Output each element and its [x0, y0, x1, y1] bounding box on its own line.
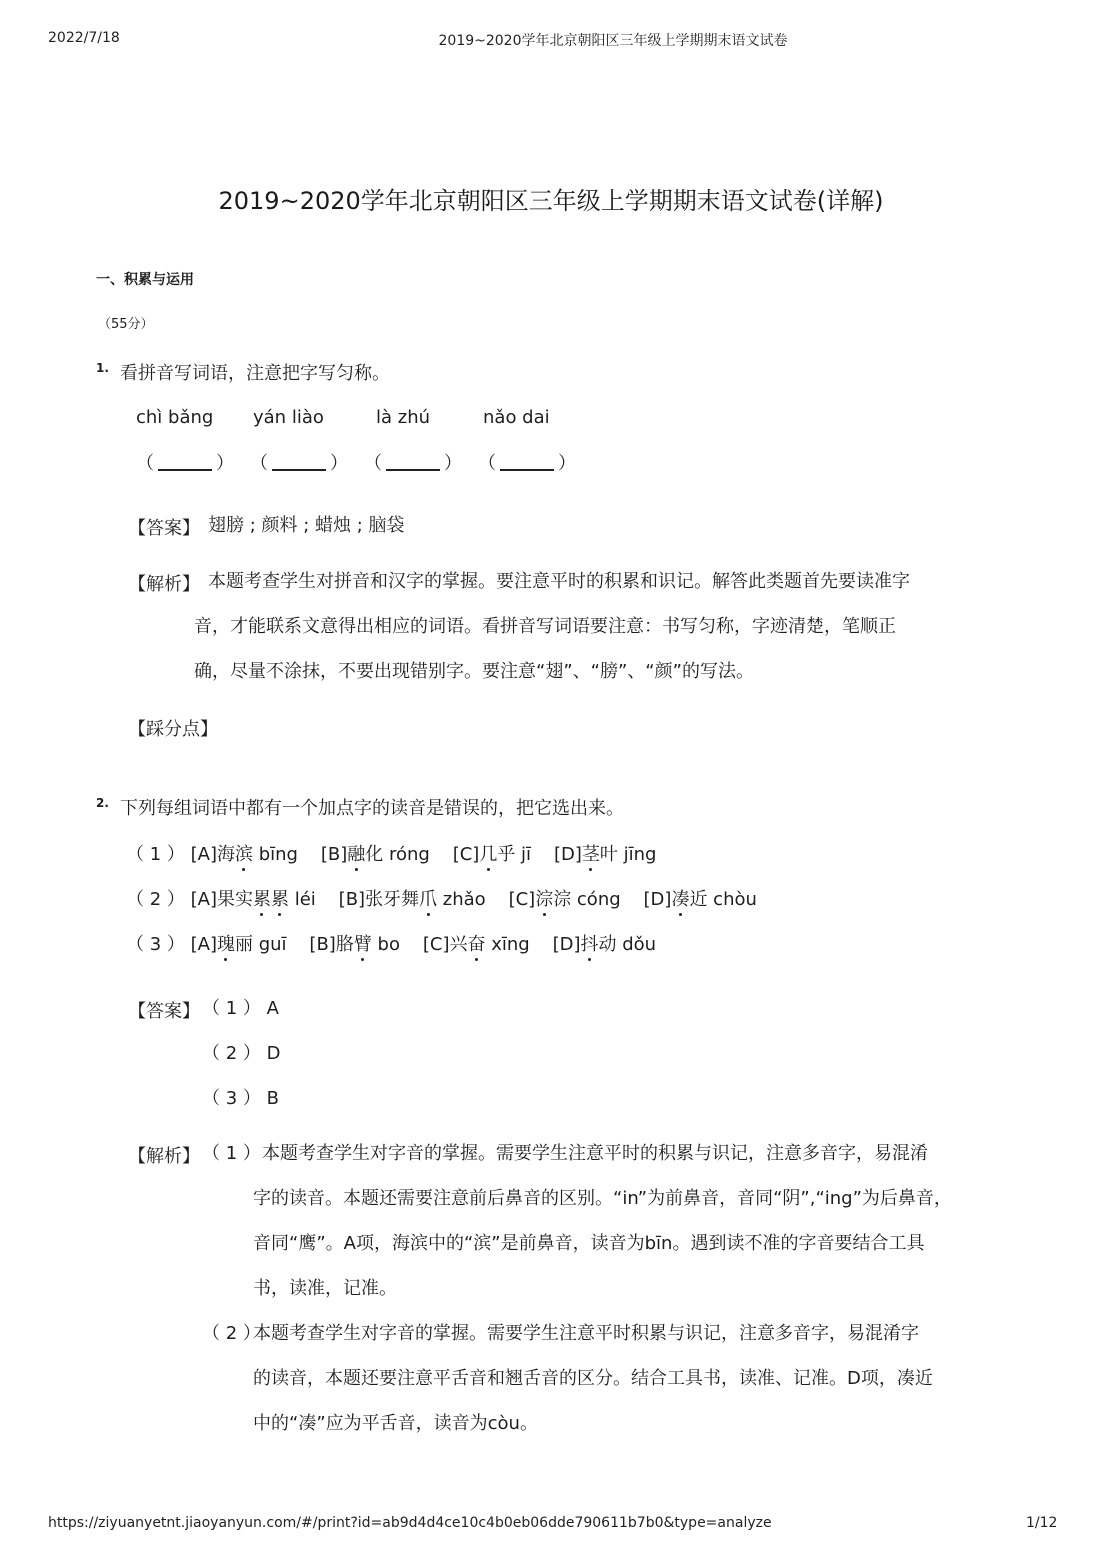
question-prompt: 下列每组词语中都有一个加点字的读音是错误的，把它选出来。	[120, 798, 624, 819]
footer-url[interactable]: https://ziyuanyetnt.jiaoyanyun.com/#/print?id=ab9d4d4ce10c4b0eb06dde790611b7b0&type=analyze	[48, 1515, 772, 1531]
page-title: 2019~2020学年北京朝阳区三年级上学期期末语文试卷(详解)	[218, 187, 884, 215]
analysis-number: （ 1 ）	[202, 1143, 261, 1164]
analysis-line: 书，读准，记准。	[253, 1278, 397, 1299]
answer-text: （ 2 ） D	[202, 1043, 281, 1064]
pinyin-item: là zhú	[376, 407, 431, 428]
option-row: （ 2 ） [A]果实累累 léi [B]张牙舞爪 zhǎo [C]淙淙 cóng [D]凑近 chòu	[126, 889, 757, 910]
option-row: （ 1 ） [A]海滨 bīng [B]融化 róng [C]几乎 jī [D]茎叶 jīng	[126, 844, 657, 865]
analysis-label: 【解析】	[128, 574, 200, 595]
answer-blank[interactable]: （ ）	[136, 453, 234, 474]
section-score: （55分）	[98, 317, 154, 332]
question-prompt: 看拼音写词语，注意把字写匀称。	[120, 363, 390, 384]
answer-text: （ 1 ） A	[202, 998, 279, 1019]
scoring-points-label: 【踩分点】	[128, 719, 218, 740]
question-number: 2.	[96, 796, 109, 810]
answer-text: （ 3 ） B	[202, 1088, 279, 1109]
print-date: 2022/7/18	[48, 30, 120, 46]
answer-label: 【答案】	[128, 1001, 200, 1022]
analysis-line: 音同“鹰”。A项，海滨中的“滨”是前鼻音，读音为bīn。遇到读不准的字音要结合工具	[253, 1233, 925, 1254]
analysis-line: 中的“凑”应为平舌音，读音为còu。	[253, 1413, 538, 1434]
analysis-line: 本题考查学生对字音的掌握。需要学生注意平时的积累与识记，注意多音字，易混淆	[262, 1143, 928, 1164]
pinyin-item: yán liào	[253, 407, 324, 428]
analysis-line: 本题考查学生对拼音和汉字的掌握。要注意平时的积累和识记。解答此类题首先要读准字	[208, 571, 910, 592]
pinyin-item: nǎo dai	[483, 407, 550, 428]
answer-blank[interactable]: （ ）	[478, 453, 576, 474]
section-heading: 一、积累与运用	[96, 272, 194, 288]
analysis-line: 本题考查学生对字音的掌握。需要学生注意平时积累与识记，注意多音字，易混淆字	[253, 1323, 919, 1344]
answer-label: 【答案】	[128, 518, 200, 539]
answer-text: 翅膀 ; 颜料 ; 蜡烛 ; 脑袋	[208, 515, 405, 536]
analysis-line: 确，尽量不涂抹，不要出现错别字。要注意“翅”、“膀”、“颜”的写法。	[194, 661, 754, 682]
analysis-line: 字的读音。本题还需要注意前后鼻音的区别。“in”为前鼻音，音同“阴”,“ing”为后鼻音，	[253, 1188, 952, 1209]
answer-blank[interactable]: （ ）	[364, 453, 462, 474]
analysis-number: （ 2 ）	[202, 1323, 261, 1344]
header-doc-title: 2019~2020学年北京朝阳区三年级上学期期末语文试卷	[438, 33, 788, 49]
pinyin-item: chì bǎng	[136, 407, 214, 428]
page-number: 1/12	[1026, 1515, 1058, 1531]
analysis-label: 【解析】	[128, 1146, 200, 1167]
analysis-line: 的读音，本题还要注意平舌音和翘舌音的区分。结合工具书，读准、记准。D项，凑近	[253, 1368, 933, 1389]
question-number: 1.	[96, 361, 109, 375]
option-row: （ 3 ） [A]瑰丽 guī [B]胳臂 bo [C]兴奋 xīng [D]抖动 dǒu	[126, 934, 657, 955]
analysis-line: 音，才能联系文意得出相应的词语。看拼音写词语要注意：书写匀称，字迹清楚，笔顺正	[194, 616, 896, 637]
answer-blank[interactable]: （ ）	[250, 453, 348, 474]
